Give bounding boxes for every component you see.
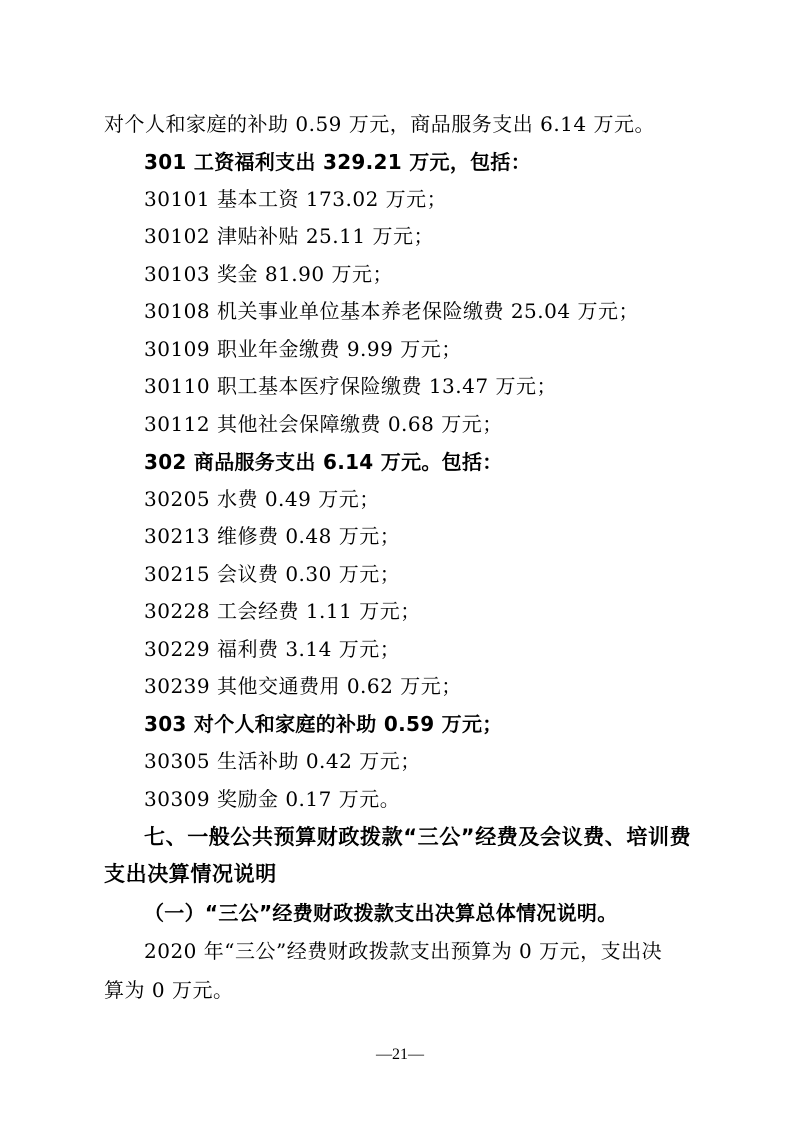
- item-30112: 30112 其他社会保障缴费 0.68 万元；: [144, 412, 503, 436]
- item-30205: 30205 水费 0.49 万元；: [144, 487, 380, 511]
- item-30103: 30103 奖金 81.90 万元；: [144, 262, 393, 286]
- item-30109: 30109 职业年金缴费 9.99 万元；: [144, 337, 462, 361]
- section-heading-line2: 支出决算情况说明: [104, 862, 277, 886]
- item-30108: 30108 机关事业单位基本养老保险缴费 25.04 万元；: [144, 299, 639, 323]
- item-303-heading: 303 对个人和家庭的补助 0.59 万元；: [144, 712, 503, 736]
- subsection-heading: （一）“三公”经费财政拨款支出决算总体情况说明。: [144, 901, 618, 925]
- page-number: —21—: [376, 1046, 424, 1063]
- item-30101: 30101 基本工资 173.02 万元；: [144, 187, 448, 211]
- item-30239: 30239 其他交通费用 0.62 万元；: [144, 674, 462, 698]
- item-302-heading: 302 商品服务支出 6.14 万元。包括：: [144, 450, 503, 474]
- item-30228: 30228 工会经费 1.11 万元；: [144, 599, 421, 623]
- body-paragraph-line2: 算为 0 万元。: [104, 978, 234, 1002]
- item-30102: 30102 津贴补贴 25.11 万元；: [144, 224, 434, 248]
- item-30213: 30213 维修费 0.48 万元；: [144, 524, 401, 548]
- paragraph-continuation: 对个人和家庭的补助 0.59 万元，商品服务支出 6.14 万元。: [104, 112, 655, 136]
- body-paragraph-line1: 2020 年“三公”经费财政拨款支出预算为 0 万元，支出决: [144, 939, 663, 963]
- section-heading-line1: 七、一般公共预算财政拨款“三公”经费及会议费、培训费: [144, 825, 692, 849]
- item-30229: 30229 福利费 3.14 万元；: [144, 637, 401, 661]
- item-30110: 30110 职工基本医疗保险缴费 13.47 万元；: [144, 374, 557, 398]
- item-30309: 30309 奖励金 0.17 万元。: [144, 787, 401, 811]
- item-30215: 30215 会议费 0.30 万元；: [144, 562, 401, 586]
- item-301-heading: 301 工资福利支出 329.21 万元，包括：: [144, 150, 532, 174]
- item-30305: 30305 生活补助 0.42 万元；: [144, 749, 421, 773]
